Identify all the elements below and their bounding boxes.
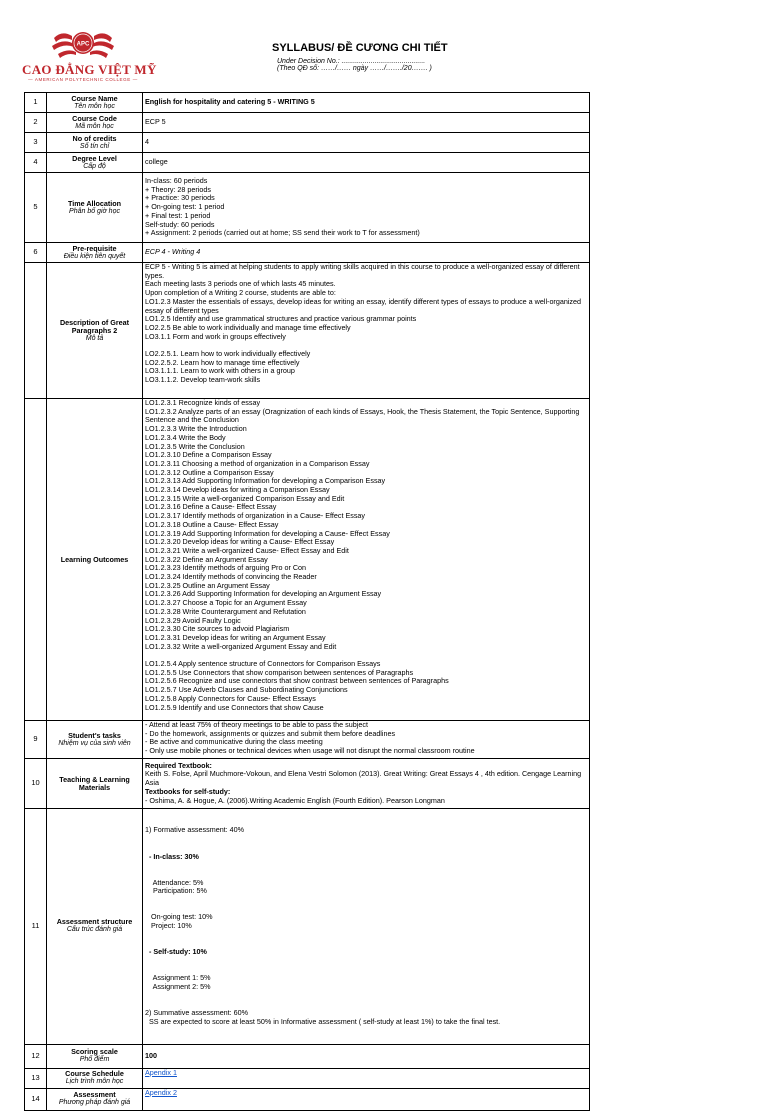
table-row: 13 Course Schedule Lịch trình môn học Apendix 1	[25, 1068, 590, 1088]
student-tasks-value: - Attend at least 75% of theory meetings to be able to pass the subject - Do the homework, assignments or quizzes and submit them before deadlines - Be active and communicative during the class meeting - Only use mobile phones or technical devices when usage will not disrupt the normal classroom routine	[143, 721, 590, 759]
course-name-value: English for hospitality and catering 5 - WRITING 5	[143, 93, 590, 113]
syllabus-table	[24, 92, 590, 1111]
table-row: Description of Great Paragraphs 2 Mô tả ECP 5 - Writing 5 is aimed at helping students to apply writing skills acquired in this course to produce a well-organized essay of different types. Each meeting lasts 3 periods one of which lasts 45 minutes. Upon completion of a Writing 2 course, students are able to: LO1.2.3 Master the essentials of essays, develop ideas for writing an essay, identify different types of essays to produce a well-organized essay of different types LO1.2.5 Identify and use grammatical structures and practice various grammar points LO2.2.5 Be able to work individually and manage time effectively LO3.1.1 Form and work in groups effectively LO2.2.5.1. Learn how to work individually effectively LO2.2.5.2. Learn how to manage time effectively LO3.1.1.1. Learn to work with others in a group LO3.1.1.2. Develop team-work skills	[25, 263, 590, 399]
table-row: 3 No of credits Số tín chỉ 4	[25, 133, 590, 153]
college-logo	[22, 28, 157, 84]
description-value: ECP 5 - Writing 5 is aimed at helping students to apply writing skills acquired in this course to produce a well-organized essay of different types. Each meeting lasts 3 periods one of which lasts 45 minutes. Upon completion of a Writing 2 course, students are able to: LO1.2.3 Master the essentials of essays, develop ideas for writing an essay, identify different types of essays to produce a well-organized essay of different types LO1.2.5 Identify and use grammatical structures and practice various grammar points LO2.2.5 Be able to work individually and manage time effectively LO3.1.1 Form and work in groups effectively LO2.2.5.1. Learn how to work individually effectively LO2.2.5.2. Learn how to manage time effectively LO3.1.1.1. Learn to work with others in a group LO3.1.1.2. Develop team-work skills	[143, 263, 590, 399]
page-title: SYLLABUS/ ĐỀ CƯƠNG CHI TIẾT	[272, 42, 448, 54]
qd-line: (Theo QĐ số: ……/…… ngày ……/……./20……. )	[277, 65, 432, 72]
credits-value: 4	[143, 133, 590, 153]
table-row: Learning Outcomes LO1.2.3.1 Recognize kinds of essay LO1.2.3.2 Analyze parts of an essay (Oragnization of each kinds of Essays, Hook, the Thesis Statement, the Topic Sentence, Supporting Sentence and the Conclusion LO1.2.3.3 Write the Introduction LO1.2.3.4 Write the Body LO1.2.3.5 Write the Conclusion LO1.2.3.10 Define a Comparison Essay LO1.2.3.11 Choosing a method of organization in a Comparison Essay LO1.2.3.12 Outline a Comparison Essay LO1.2.3.13 Add Supporting Information for developing a Comparison Essay LO1.2.3.14 Develop ideas for writing a Comparison Essay LO1.2.3.15 Write a well-organized Comparison Essay and Edit LO1.2.3.16 Define a Cause- Effect Essay LO1.2.3.17 Identify methods of organization in a Cause- Effect Essay LO1.2.3.18 Outline a Cause- Effect Essay LO1.2.3.19 Add Supporting Information for developing a Cause- Effect Essay LO1.2.3.20 Develop ideas for writing a Cause- Effect Essay LO1.2.3.21 Write a well-organized Cause- Effect Essay and Edit LO1.2.3.22 Define an Argument Essay LO1.2.3.23 Identify methods of arguing Pro or Con LO1.2.3.24 Identify methods of convincing the Reader LO1.2.3.25 Outline an Argument Essay LO1.2.3.26 Add Supporting Information for developing an Argument Essay LO1.2.3.27 Choose a Topic for an Argument Essay LO1.2.3.28 Write Counterargument and Refutation LO1.2.3.29 Avoid Faulty Logic LO1.2.3.30 Cite sources to advoid Plagiarism LO1.2.3.31 Develop ideas for writing an Argument Essay LO1.2.3.32 Write a well-organized Argument Essay and Edit LO1.2.5.4 Apply sentence structure of Connectors for Comparison Essays LO1.2.5.5 Use Connectors that show comparison between sentences of Paragraphs LO1.2.5.6 Recognize and use connectors that show contrast between sentences of Paragraphs LO1.2.5.7 Use Adverb Clauses and Subordinating Conjunctions LO1.2.5.8 Apply Connectors for Cause- Effect Essays LO1.2.5.9 Identify and use Connectors that show Cause	[25, 399, 590, 721]
learning-outcomes-value: LO1.2.3.1 Recognize kinds of essay LO1.2.3.2 Analyze parts of an essay (Oragnization of each kinds of Essays, Hook, the Thesis Statement, the Topic Sentence, Supporting Sentence and the Conclusion LO1.2.3.3 Write the Introduction LO1.2.3.4 Write the Body LO1.2.3.5 Write the Conclusion LO1.2.3.10 Define a Comparison Essay LO1.2.3.11 Choosing a method of organization in a Comparison Essay LO1.2.3.12 Outline a Comparison Essay LO1.2.3.13 Add Supporting Information for developing a Comparison Essay LO1.2.3.14 Develop ideas for writing a Comparison Essay LO1.2.3.15 Write a well-organized Comparison Essay and Edit LO1.2.3.16 Define a Cause- Effect Essay LO1.2.3.17 Identify methods of organization in a Cause- Effect Essay LO1.2.3.18 Outline a Cause- Effect Essay LO1.2.3.19 Add Supporting Information for developing a Cause- Effect Essay LO1.2.3.20 Develop ideas for writing a Cause- Effect Essay LO1.2.3.21 Write a well-organized Cause- Effect Essay and Edit LO1.2.3.22 Define an Argument Essay LO1.2.3.23 Identify methods of arguing Pro or Con LO1.2.3.24 Identify methods of convincing the Reader LO1.2.3.25 Outline an Argument Essay LO1.2.3.26 Add Supporting Information for developing an Argument Essay LO1.2.3.27 Choose a Topic for an Argument Essay LO1.2.3.28 Write Counterargument and Refutation LO1.2.3.29 Avoid Faulty Logic LO1.2.3.30 Cite sources to advoid Plagiarism LO1.2.3.31 Develop ideas for writing an Argument Essay LO1.2.3.32 Write a well-organized Argument Essay and Edit LO1.2.5.4 Apply sentence structure of Connectors for Comparison Essays LO1.2.5.5 Use Connectors that show comparison between sentences of Paragraphs LO1.2.5.6 Recognize and use connectors that show contrast between sentences of Paragraphs LO1.2.5.7 Use Adverb Clauses and Subordinating Conjunctions LO1.2.5.8 Apply Connectors for Cause- Effect Essays LO1.2.5.9 Identify and use Connectors that show Cause	[143, 399, 590, 721]
table-row: 12 Scoring scale Phổ điểm 100	[25, 1044, 590, 1068]
materials-value: Required Textbook: Keith S. Folse, April Muchmore-Vokoun, and Elena Vestri Solomon (2013). Great Writing: Great Essays 4 , 4th edition. Cengage Learning Asia Textbooks for self-study: - Oshima, A. & Hogue, A. (2006).Writing Academic English (Fourth Edition). Pearson Longman	[143, 759, 590, 809]
scoring-scale-value: 100	[143, 1044, 590, 1068]
decision-line: Under Decision No.: ...........................................	[277, 58, 426, 65]
assessment-structure-value: 1) Formative assessment: 40% - In-class: 30% Attendance: 5% Participation: 5% On-going test: 10% Project: 10% - Self-study: 10% Assignment 1: 5% Assignment 2: 5% 2) Summative assessment: 60% SS are expected to score at least 50% in Informative assessment ( self-study at least 1%) to take the final test.	[143, 809, 590, 1045]
appendix-2-link[interactable]: Apendix 2	[145, 1088, 177, 1097]
table-row: 11 Assessment structure Cấu trúc đánh giá 1) Formative assessment: 40% - In-class: 30% Attendance: 5% Participation: 5% On-going test: 10% Project: 10% - Self-study: 10% Assignment 1: 5% Assignment 2: 5% 2) Summative assessment: 60% SS are expected to score at least 50% in Informative assessment ( self-study at least 1%) to take the final test.	[25, 809, 590, 1045]
course-code-value: ECP 5	[143, 113, 590, 133]
table-row: 2 Course Code Mã môn học ECP 5	[25, 113, 590, 133]
table-row: 1 Course Name Tên môn học English for hospitality and catering 5 - WRITING 5	[25, 93, 590, 113]
time-allocation-value: In-class: 60 periods + Theory: 28 periods + Practice: 30 periods + On-going test: 1 period + Final test: 1 period Self-study: 60 periods + Assignment: 2 periods (carried out at home; SS send their work to T for assessment)	[143, 173, 590, 243]
logo-tagline: — AMERICAN POLYTECHNIC COLLEGE —	[28, 77, 138, 82]
table-row: 5 Time Allocation Phân bổ giờ học In-class: 60 periods + Theory: 28 periods + Practice: 30 periods + On-going test: 1 period + Final test: 1 period Self-study: 60 periods + Assignment: 2 periods (carried out at home; SS send their work to T for assessment)	[25, 173, 590, 243]
prerequisite-value: ECP 4 - Writing 4	[143, 243, 590, 263]
logo-text: CAO ĐẲNG VIỆT MỸ	[22, 62, 157, 77]
crest-icon	[50, 28, 116, 62]
table-row: 6 Pre-requisite Điều kiện tiên quyết ECP 4 - Writing 4	[25, 243, 590, 263]
table-row: 9 Student's tasks Nhiệm vụ của sinh viên - Attend at least 75% of theory meetings to be able to pass the subject - Do the homework, assignments or quizzes and submit them before deadlines - Be active and communicative during the class meeting - Only use mobile phones or technical devices when usage will not disrupt the normal classroom routine	[25, 721, 590, 759]
svg-text:APC: APC	[76, 41, 90, 48]
table-row: 4 Degree Level Cấp độ college	[25, 153, 590, 173]
degree-value: college	[143, 153, 590, 173]
table-row: 10 Teaching & Learning Materials Required Textbook: Keith S. Folse, April Muchmore-Vokoun, and Elena Vestri Solomon (2013). Great Writing: Great Essays 4 , 4th edition. Cengage Learning Asia Textbooks for self-study: - Oshima, A. & Hogue, A. (2006).Writing Academic English (Fourth Edition). Pearson Longman	[25, 759, 590, 809]
table-row: 14 Assessment Phương pháp đánh giá Apendix 2	[25, 1088, 590, 1110]
appendix-1-link[interactable]: Apendix 1	[145, 1068, 177, 1077]
